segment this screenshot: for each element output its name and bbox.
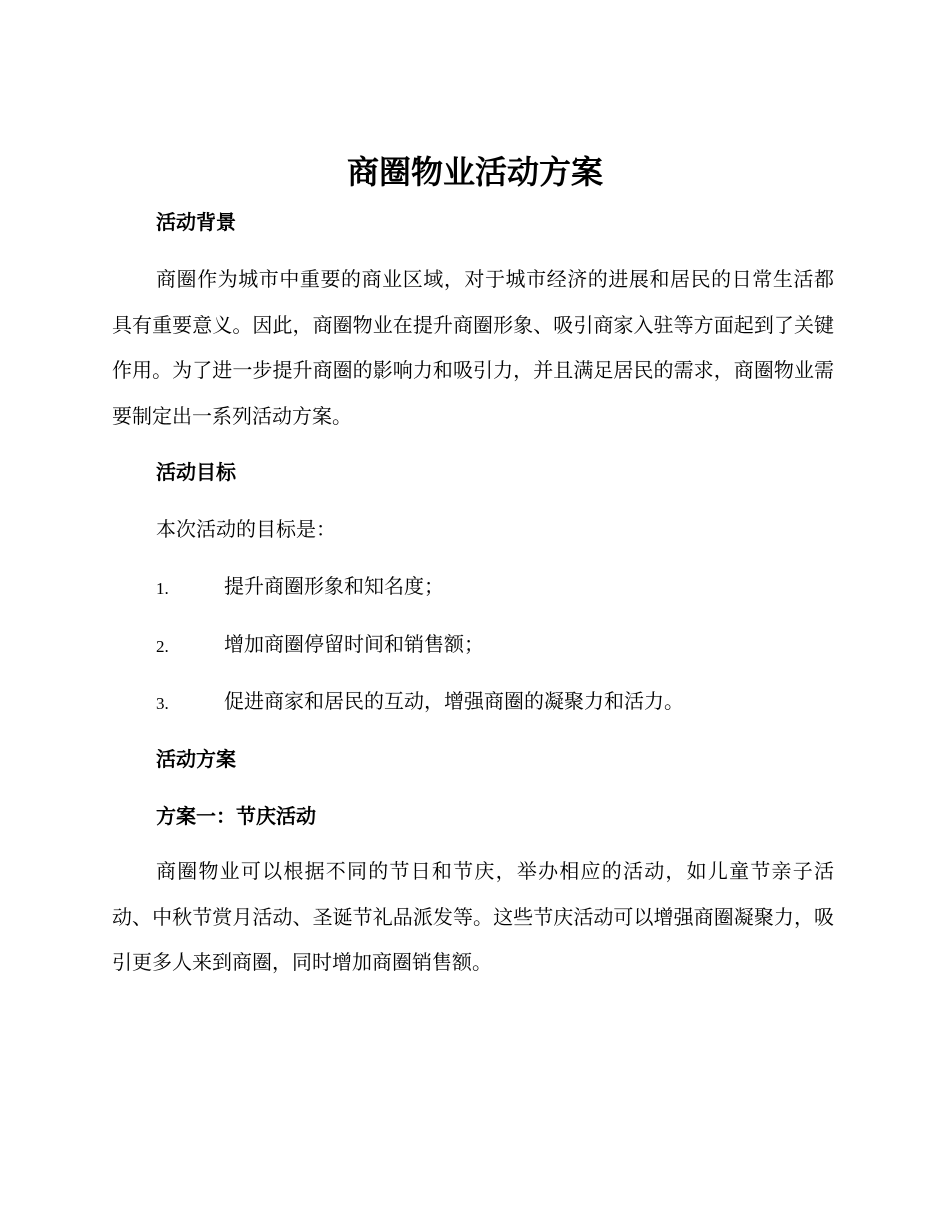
list-number: 2. xyxy=(156,637,169,656)
heading-option1: 方案一：节庆活动 xyxy=(156,804,316,828)
paragraph-option1: 商圈物业可以根据不同的节日和节庆，举办相应的活动，如儿童节亲子活动、中秋节赏月活动、圣诞节礼品派发等。这些节庆活动可以增强商圈凝聚力，吸引更多人来到商圈，同时增加商圈销售额。 xyxy=(112,859,834,974)
paragraph-background: 商圈作为城市中重要的商业区域，对于城市经济的进展和居民的日常生活都具有重要意义。因此，商圈物业在提升商圈形象、吸引商家入驻等方面起到了关键作用。为了进一步提升商圈的影响力和吸引力，并且满足居民的需求，商圈物业需要制定出一系列活动方案。 xyxy=(112,267,834,428)
heading-plan: 活动方案 xyxy=(156,747,236,771)
list-text: 提升商圈形象和知名度； xyxy=(224,574,444,598)
document-title: 商圈物业活动方案 xyxy=(346,153,603,191)
heading-goals: 活动目标 xyxy=(156,460,236,484)
goals-intro: 本次活动的目标是： xyxy=(156,517,336,541)
list-text: 促进商家和居民的互动，增强商圈的凝聚力和活力。 xyxy=(224,689,684,713)
list-number: 3. xyxy=(156,694,169,713)
list-number: 1. xyxy=(156,579,169,598)
list-text: 增加商圈停留时间和销售额； xyxy=(224,632,484,656)
heading-background: 活动背景 xyxy=(156,210,236,234)
